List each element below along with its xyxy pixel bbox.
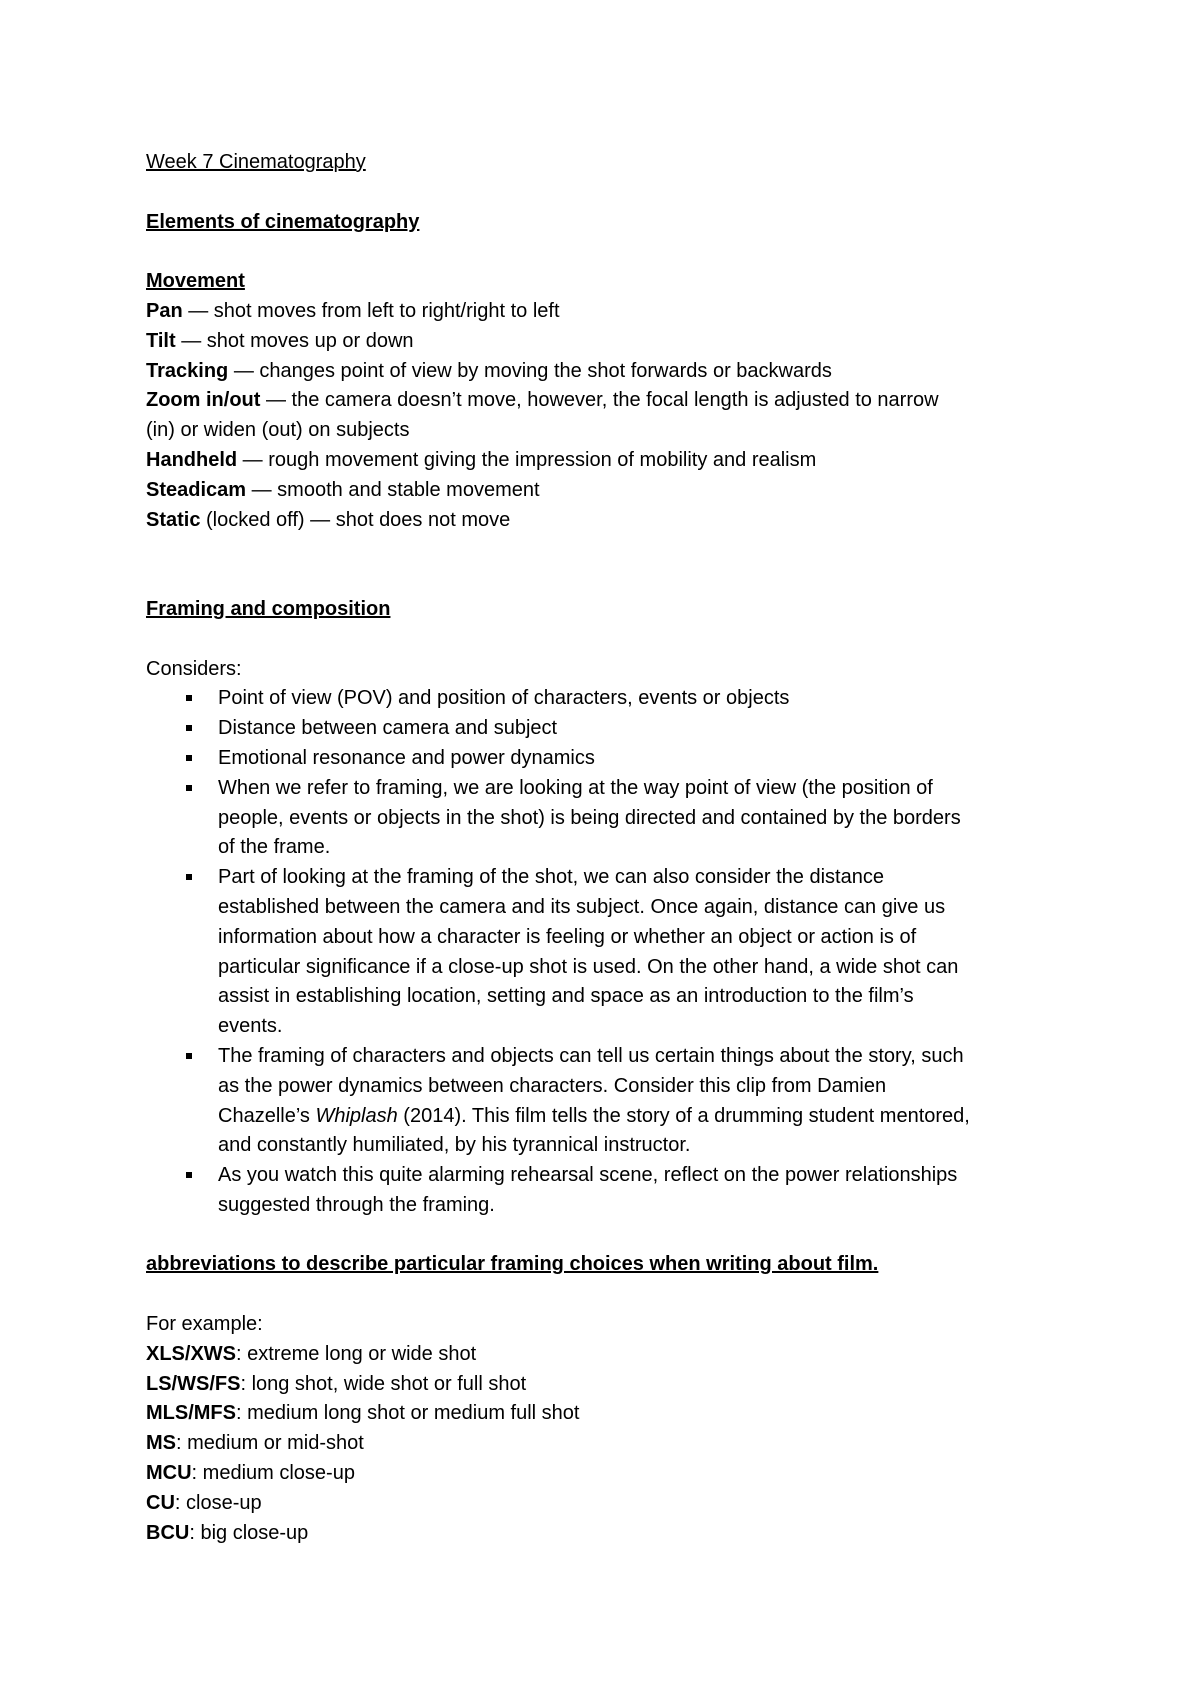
movement-item-tilt [146,327,1066,357]
text-run: Chazelle’s [218,1104,316,1127]
framing-intro: Considers: [146,657,242,680]
section-heading-movement: Movement [146,270,245,293]
spacer [146,565,1066,595]
abbreviation-item [146,1429,1066,1459]
bullet-line: established between the camera and its subject. Once again, distance can give us [218,895,946,918]
list-item [146,1042,1066,1161]
term: Zoom in/out [146,389,261,412]
abbr: MCU [146,1462,192,1485]
abbr: MLS/MFS [146,1402,236,1425]
list-item [146,863,1066,1042]
bullet-line: as the power dynamics between characters. Consider this clip from Damien [218,1074,887,1097]
bullet-line [218,1102,1066,1132]
square-bullet-icon [186,874,192,880]
bullet-line: suggested through the framing. [218,1193,495,1216]
bullet-line: people, events or objects in the shot) is being directed and contained by the borders [218,806,961,829]
list-item [146,714,1066,744]
term: Tilt [146,329,176,352]
movement-item-static [146,506,1066,536]
section-heading-elements: Elements of cinematography [146,210,420,233]
bullet-line: Emotional resonance and power dynamics [218,746,595,769]
square-bullet-icon [186,1172,192,1178]
document-page [146,148,1066,1548]
abbr: MS [146,1432,176,1455]
bullet-line: events. [218,1015,283,1038]
text-run: (2014). This film tells the story of a drumming student mentored, [397,1104,970,1127]
abbr: XLS/XWS [146,1342,237,1365]
spacer [146,625,1066,655]
abbr-desc: : medium or mid-shot [176,1432,364,1455]
movement-item-zoom [146,386,1066,416]
term: Static [146,508,201,531]
movement-item-zoom-cont: (in) or widen (out) on subjects [146,419,410,442]
abbreviation-item [146,1399,1066,1429]
spacer [146,1221,1066,1251]
term-desc: (locked off) — shot does not move [200,508,511,531]
abbr-desc: : medium close-up [191,1462,355,1485]
movement-item-handheld [146,446,1066,476]
bullet-line: Point of view (POV) and position of characters, events or objects [218,687,790,710]
bullet-line: The framing of characters and objects can tell us certain things about the story, such [218,1044,964,1067]
term-desc: — changes point of view by moving the shot forwards or backwards [228,359,832,382]
abbreviation-item [146,1370,1066,1400]
term: Tracking [146,359,229,382]
term: Steadicam [146,478,247,501]
list-item [146,1161,1066,1221]
square-bullet-icon [186,695,192,701]
abbreviation-item [146,1340,1066,1370]
abbreviation-item [146,1459,1066,1489]
bullet-line: particular significance if a close-up shot is used. On the other hand, a wide shot can [218,955,959,978]
abbr-desc: : big close-up [189,1521,309,1544]
square-bullet-icon [186,1053,192,1059]
list-item [146,684,1066,714]
abbr-desc: : extreme long or wide shot [236,1342,477,1365]
spacer [146,178,1066,208]
bullet-line: As you watch this quite alarming rehearsal scene, reflect on the power relationships [218,1164,958,1187]
bullet-line: Distance between camera and subject [218,717,558,740]
document-title: Week 7 Cinematography [146,151,366,173]
square-bullet-icon [186,755,192,761]
square-bullet-icon [186,785,192,791]
section-heading-abbreviations: abbreviations to describe particular framing choices when writing about film. [146,1253,879,1276]
abbreviation-item [146,1519,1066,1549]
movement-item-tracking [146,357,1066,387]
square-bullet-icon [186,725,192,731]
abbr: BCU [146,1521,190,1544]
abbr: CU [146,1491,175,1514]
spacer [146,237,1066,267]
abbr-desc: : long shot, wide shot or full shot [240,1372,527,1395]
bullet-line: information about how a character is feeling or whether an object or action is of [218,925,917,948]
movement-item-pan [146,297,1066,327]
abbr-desc: : close-up [174,1491,262,1514]
abbreviation-item [146,1489,1066,1519]
spacer [146,1280,1066,1310]
term-desc: — shot moves up or down [175,329,414,352]
term-desc: — the camera doesn’t move, however, the focal length is adjusted to narrow [260,389,939,412]
framing-bullet-list [146,684,1066,1220]
bullet-line: assist in establishing location, setting and space as an introduction to the film’s [218,985,914,1008]
term: Pan [146,299,183,322]
abbr-desc: : medium long shot or medium full shot [236,1402,580,1425]
section-heading-framing: Framing and composition [146,597,391,620]
term-desc: — smooth and stable movement [246,478,540,501]
abbreviations-intro: For example: [146,1313,263,1336]
term-desc: — rough movement giving the impression of mobility and realism [237,448,817,471]
bullet-line: Part of looking at the framing of the shot, we can also consider the distance [218,866,884,889]
term-desc: — shot moves from left to right/right to left [182,299,560,322]
movement-item-steadicam [146,476,1066,506]
list-item [146,774,1066,863]
term: Handheld [146,448,238,471]
list-item [146,744,1066,774]
bullet-line: and constantly humiliated, by his tyrannical instructor. [218,1134,691,1157]
bullet-line: of the frame. [218,836,331,859]
spacer [146,535,1066,565]
film-title: Whiplash [315,1104,398,1127]
abbr: LS/WS/FS [146,1372,241,1395]
bullet-line: When we refer to framing, we are looking at the way point of view (the position of [218,776,933,799]
